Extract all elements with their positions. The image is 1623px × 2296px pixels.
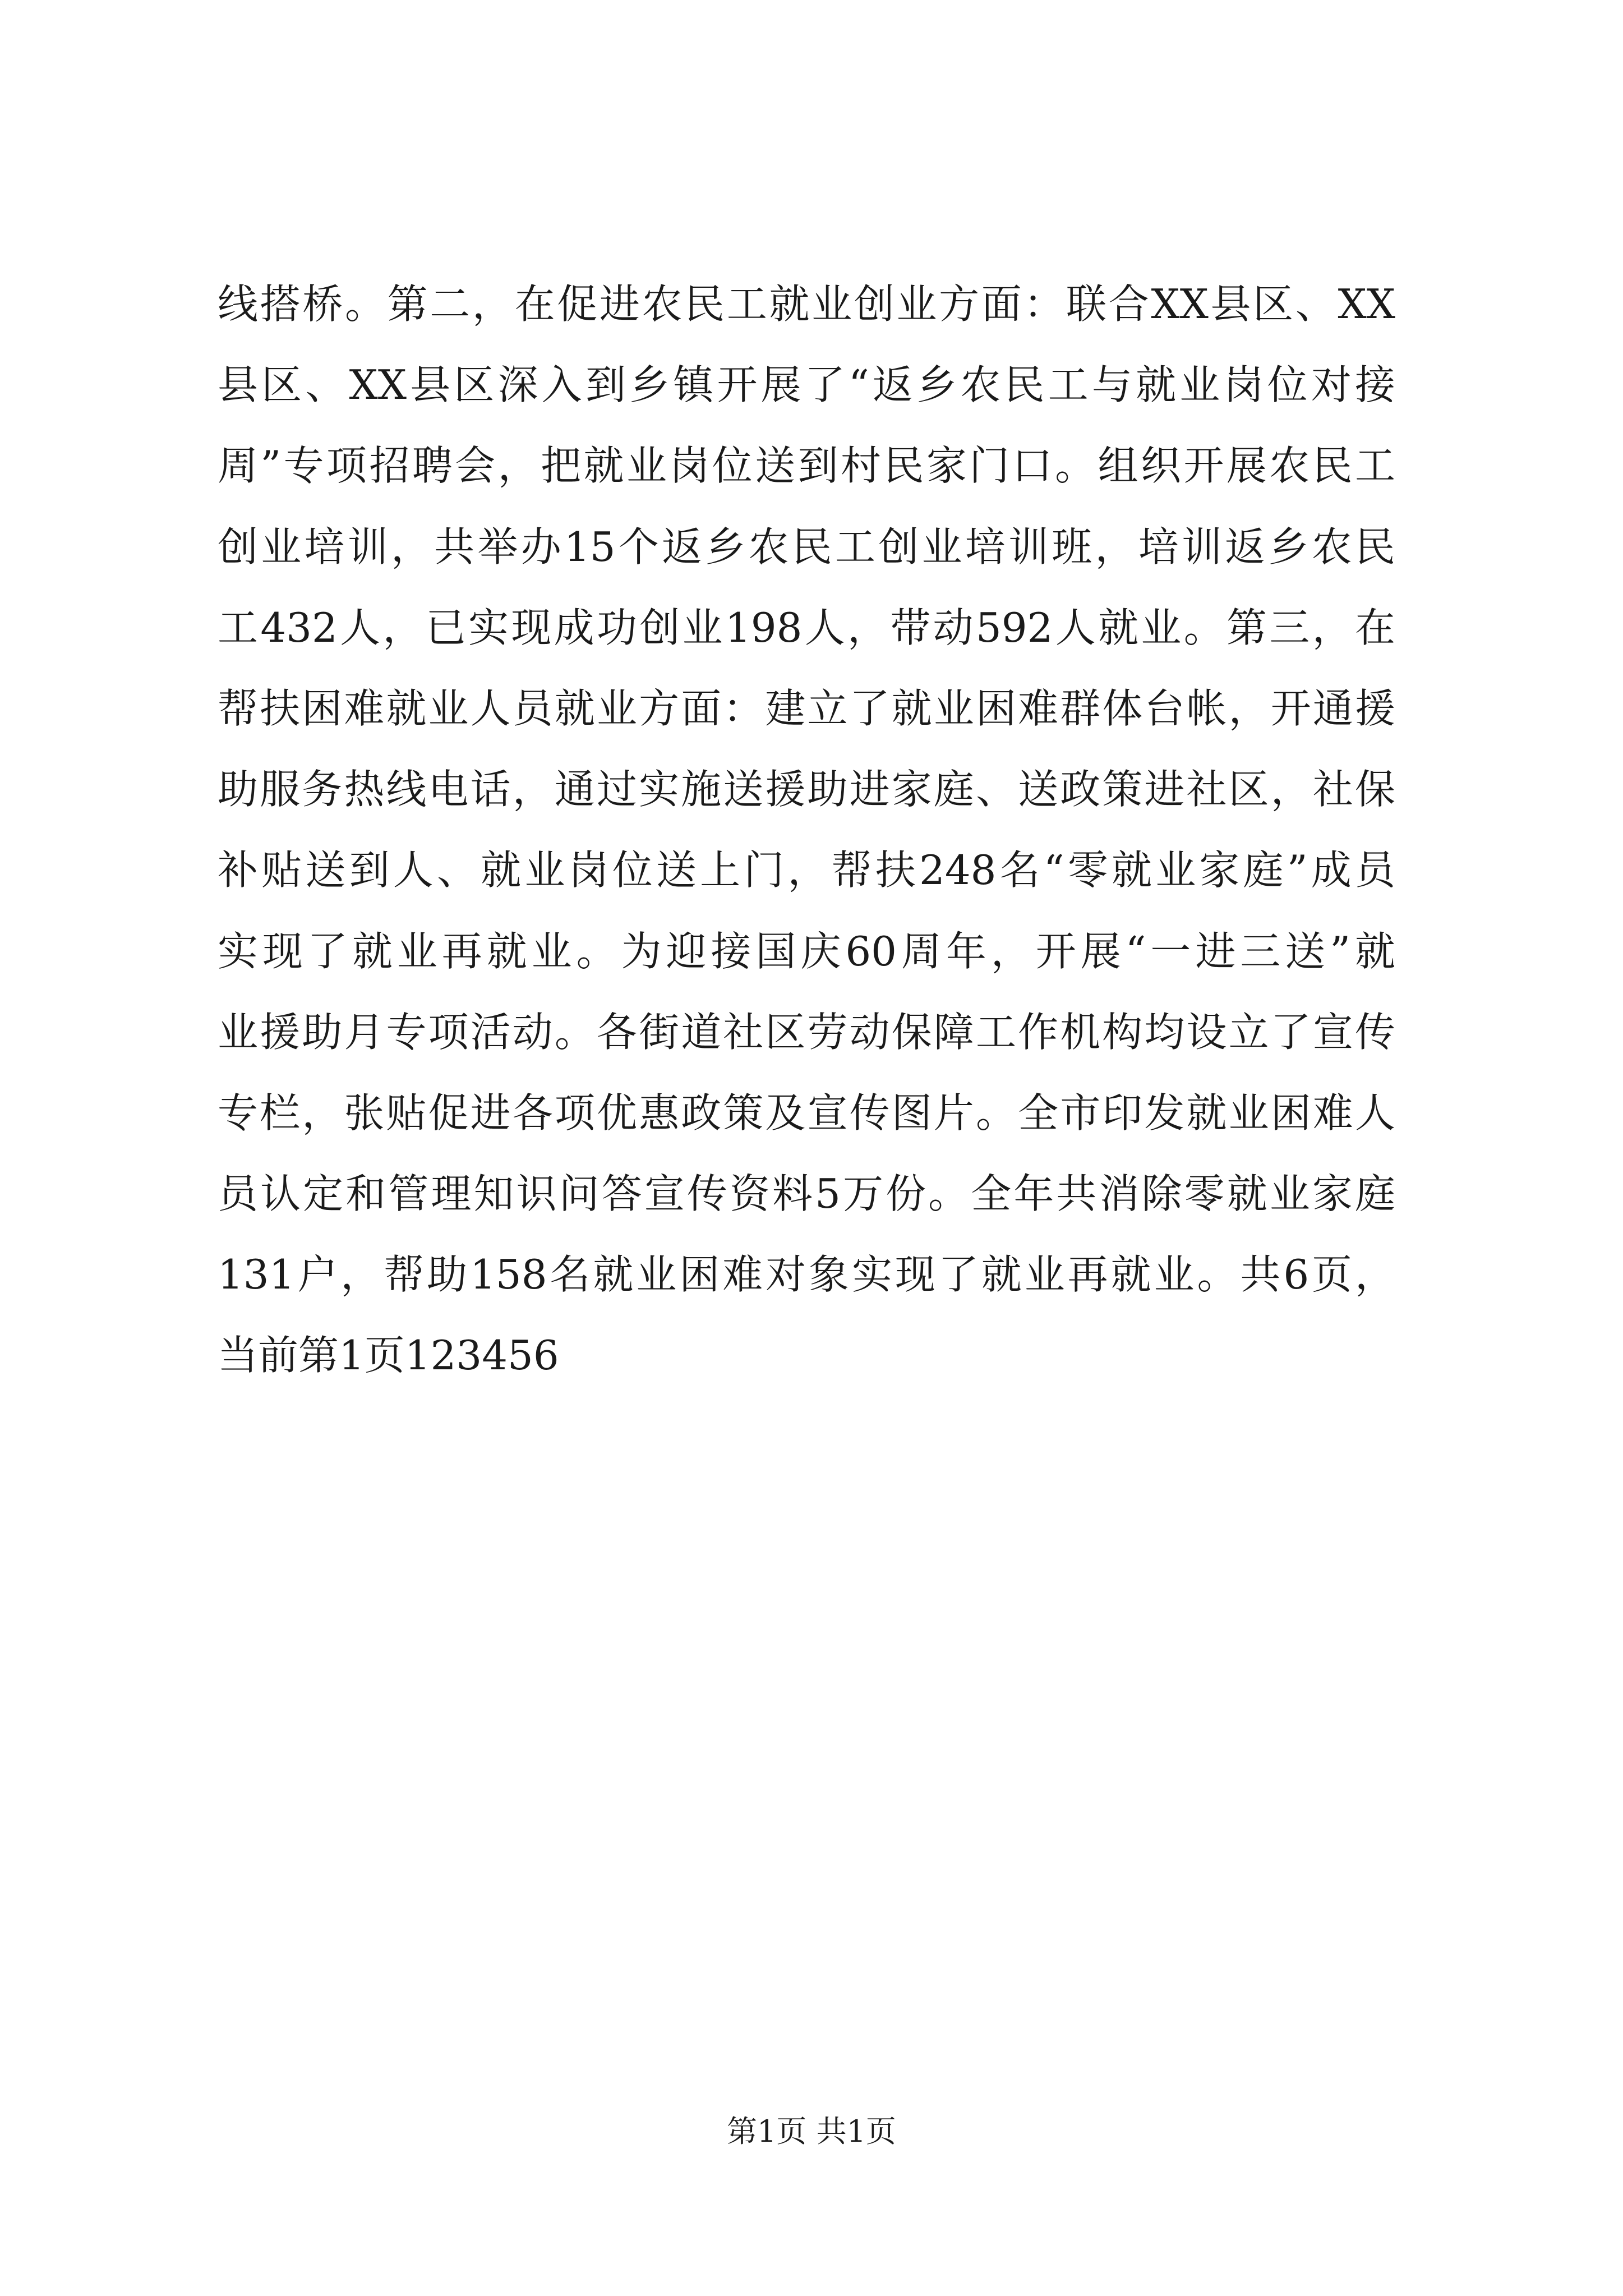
text-line-11: 专栏，张贴促进各项优惠政策及宣传图片。全市印发就业困难人 bbox=[218, 1089, 1395, 1137]
page-footer: 第1页 共1页 bbox=[727, 2114, 896, 2149]
body-paragraph bbox=[218, 264, 1395, 1396]
text-line-2: 县区、XX县区深入到乡镇开展了“返乡农民工与就业岗位对接 bbox=[218, 361, 1395, 409]
text-line-6: 帮扶困难就业人员就业方面：建立了就业困难群体台帐，开通援 bbox=[218, 684, 1395, 732]
text-line-12: 员认定和管理知识问答宣传资料5万份。全年共消除零就业家庭 bbox=[218, 1170, 1395, 1218]
text-line-7: 助服务热线电话，通过实施送援助进家庭、送政策进社区，社保 bbox=[218, 766, 1395, 813]
text-line-10: 业援助月专项活动。各街道社区劳动保障工作机构均设立了宣传 bbox=[218, 1008, 1395, 1056]
text-line-5: 工432人，已实现成功创业198人，带动592人就业。第三，在 bbox=[218, 604, 1395, 651]
text-line-9: 实现了就业再就业。为迎接国庆60周年，开展“一进三送”就 bbox=[218, 927, 1395, 975]
text-line-14: 当前第1页123456 bbox=[218, 1332, 559, 1379]
text-line-3: 周”专项招聘会，把就业岗位送到村民家门口。组织开展农民工 bbox=[218, 442, 1395, 490]
text-line-1: 线搭桥。第二，在促进农民工就业创业方面：联合XX县区、XX bbox=[218, 280, 1395, 328]
text-line-4: 创业培训，共举办15个返乡农民工创业培训班，培训返乡农民 bbox=[218, 523, 1395, 570]
text-line-8: 补贴送到人、就业岗位送上门，帮扶248名“零就业家庭”成员 bbox=[218, 846, 1395, 894]
text-line-13: 131户，帮助158名就业困难对象实现了就业再就业。共6页， bbox=[218, 1251, 1395, 1299]
